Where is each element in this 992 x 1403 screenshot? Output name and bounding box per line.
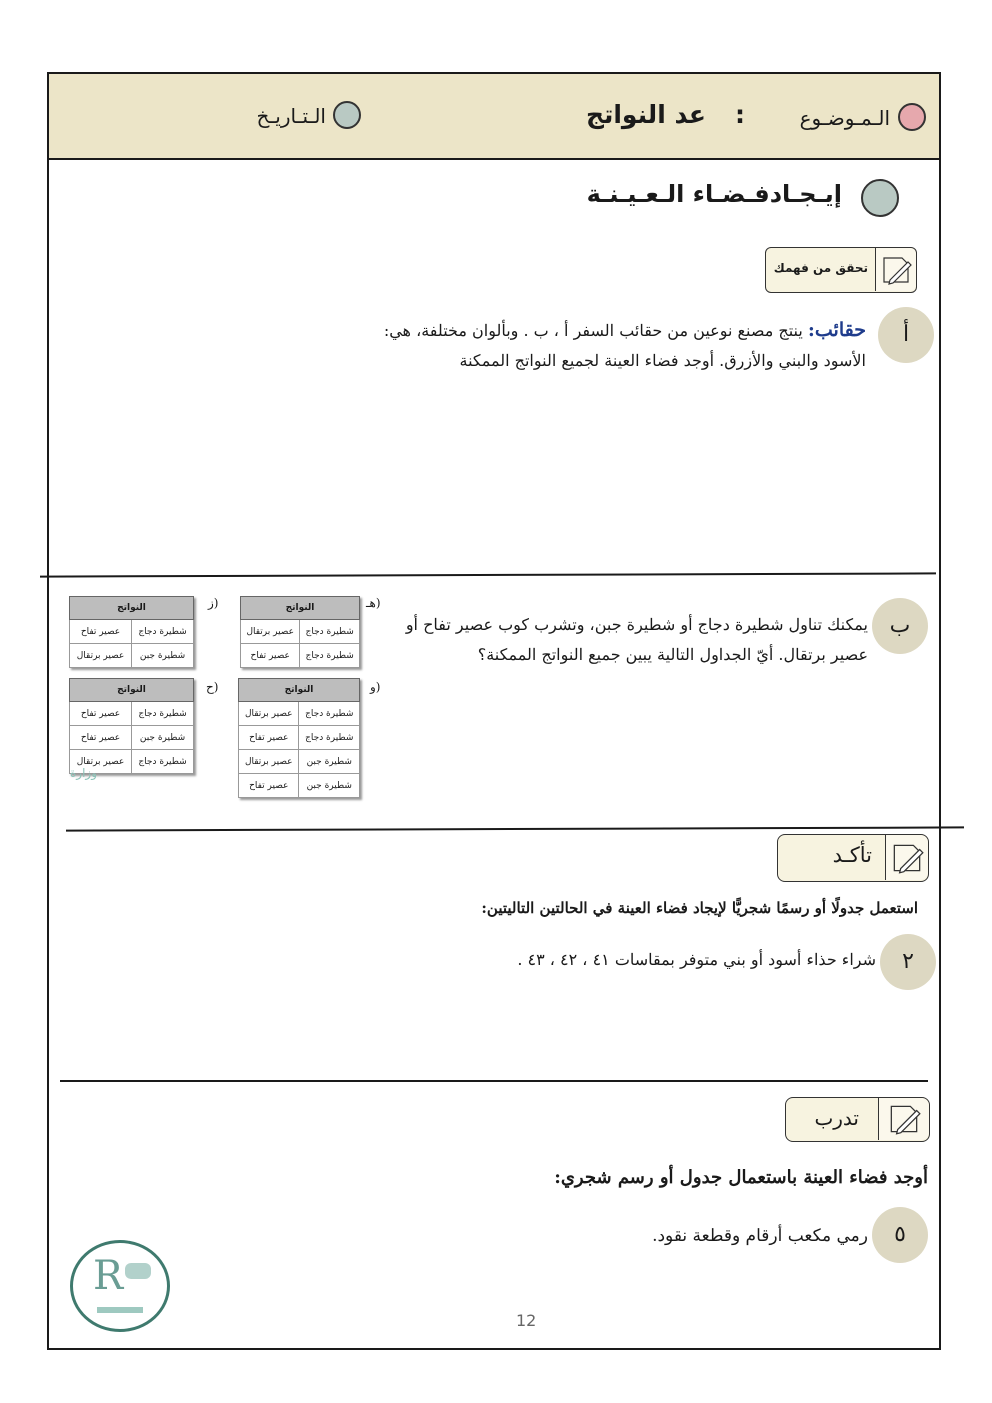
table-cell: شطيرة جبن <box>132 726 194 750</box>
confirm-tag <box>777 834 929 882</box>
question-b-line1: يمكنك تناول شطيرة دجاج أو شطيرة جبن، وتشرب كوب عصير تفاح أو <box>405 615 868 634</box>
option-h-header: النواتج <box>70 679 194 702</box>
logo-mark-icon <box>125 1263 151 1279</box>
option-e-table <box>240 596 360 668</box>
check-tag <box>765 247 917 293</box>
practice-instruction: أوجد فضاء العينة باستعمال جدول أو رسم شجري: <box>554 1167 928 1188</box>
option-e-header: النواتج <box>241 597 360 620</box>
question-b-line2: عصير برتقال. أيّ الجداول التالية يبين جميع النواتج الممكنة؟ <box>477 645 868 664</box>
option-w-label: و) <box>370 680 381 694</box>
divider-line <box>60 1080 928 1082</box>
question-5-text: رمي مكعب أرقام وقطعة نقود. <box>652 1226 868 1246</box>
table-cell: عصير تفاح <box>70 702 132 726</box>
table-cell: عصير تفاح <box>239 726 299 750</box>
logo-letter: R <box>93 1253 124 1299</box>
practice-tag <box>785 1097 930 1142</box>
confirm-tag-label: تأكـد <box>832 843 872 867</box>
question-a-line2: الأسود والبني والأزرق. أوجد فضاء العينة لجميع النواتج الممكنة <box>459 351 866 370</box>
table-cell: شطيرة دجاج <box>132 750 194 774</box>
check-tag-label: تحقق من فهمك <box>773 261 868 275</box>
option-z-table <box>69 596 194 668</box>
table-cell: عصير برتقال <box>239 702 299 726</box>
table-cell: شطيرة دجاج <box>299 726 360 750</box>
page-number: 12 <box>516 1311 537 1330</box>
option-e-label: هـ) <box>366 596 381 610</box>
table-cell: عصير تفاح <box>239 774 299 798</box>
question-b-text <box>388 610 868 670</box>
date-label: الـتـاريـخ <box>256 104 326 128</box>
option-w-header: النواتج <box>239 679 360 702</box>
option-z-header: النواتج <box>70 597 194 620</box>
table-cell: عصير برتقال <box>70 644 132 668</box>
table-cell: شطيرة دجاج <box>132 702 194 726</box>
topic-value: عد النواتج <box>585 100 706 129</box>
option-h-label: ح) <box>206 680 219 694</box>
table-cell: شطيرة دجاج <box>300 620 360 644</box>
question-a-line1: ينتج مصنع نوعين من حقائب السفر أ ، ب . وبألوان مختلفة، هي: <box>383 321 808 340</box>
table-cell: شطيرة دجاج <box>299 702 360 726</box>
table-cell: شطيرة دجاج <box>300 644 360 668</box>
option-z-label: ز) <box>208 596 219 610</box>
table-cell: عصير تفاح <box>70 726 132 750</box>
practice-tag-label: تدرب <box>814 1106 859 1130</box>
table-cell: عصير برتقال <box>241 620 300 644</box>
topic-label: الـمـوضـوع <box>799 106 890 130</box>
logo-band-icon <box>97 1307 143 1313</box>
question-2-text: شراء حذاء أسود أو بني متوفر بمقاسات ٤١ ، ٤٢ ، ٤٣ . <box>517 950 876 969</box>
pencil-icon <box>878 1098 929 1140</box>
ministry-watermark: وزارة <box>70 766 98 780</box>
table-cell: عصير برتقال <box>70 750 132 774</box>
confirm-instruction: استعمل جدولًا أو رسمًا شجريًّا لإيجاد فضاء العينة في الحالتين التاليتين: <box>481 899 918 917</box>
table-cell: شطيرة دجاج <box>132 620 194 644</box>
question-a-text <box>366 315 866 376</box>
table-cell: عصير تفاح <box>241 644 300 668</box>
table-cell: شطيرة جبن <box>132 644 194 668</box>
topic-dot-icon <box>898 103 926 131</box>
question-b-number: ب <box>872 598 928 654</box>
question-a-number: أ <box>878 307 934 363</box>
date-dot-icon <box>333 101 361 129</box>
publisher-logo-icon <box>70 1240 170 1332</box>
table-cell: عصير تفاح <box>70 620 132 644</box>
option-h-table <box>69 678 194 774</box>
section-title: إيـجـادفـضـاء الـعـيـنـة <box>586 180 842 208</box>
pencil-icon <box>875 248 916 291</box>
table-cell: شطيرة جبن <box>299 774 360 798</box>
table-cell: عصير برتقال <box>239 750 299 774</box>
table-cell: شطيرة جبن <box>299 750 360 774</box>
option-w-table <box>238 678 360 798</box>
pencil-icon <box>885 835 928 880</box>
question-a-keyword: حقائب: <box>807 319 866 341</box>
question-5-number: ٥ <box>872 1207 928 1263</box>
section-dot-icon <box>861 179 899 217</box>
topic-colon: : <box>735 100 745 129</box>
question-2-number: ٢ <box>880 934 936 990</box>
